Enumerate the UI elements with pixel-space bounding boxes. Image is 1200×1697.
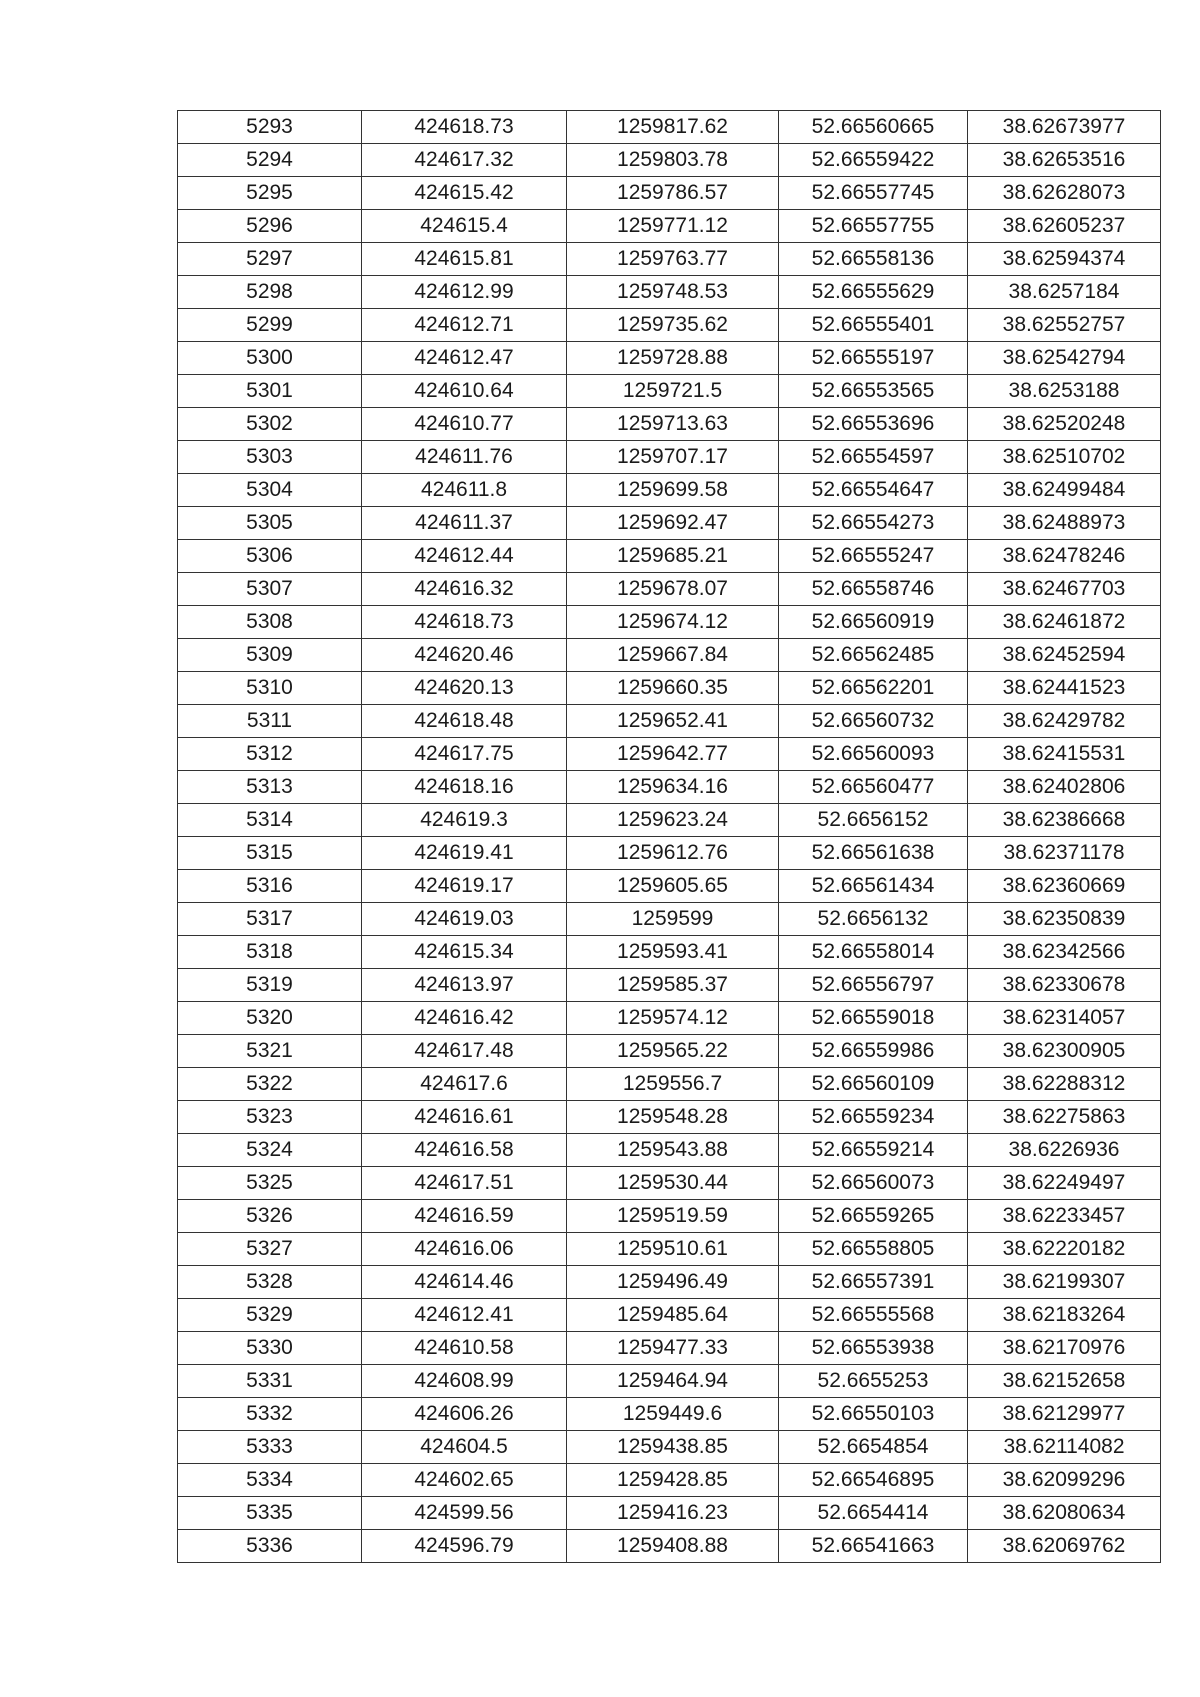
table-row	[178, 210, 1161, 243]
table-row	[178, 1167, 1161, 1200]
latitude-cell: 52.66555401	[779, 309, 968, 342]
point-number-cell: 5335	[178, 1497, 362, 1530]
latitude-cell: 52.6654414	[779, 1497, 968, 1530]
longitude-cell: 38.6257184	[968, 276, 1161, 309]
y-coordinate-cell: 1259623.24	[567, 804, 779, 837]
latitude-cell: 52.66561638	[779, 837, 968, 870]
x-coordinate-cell: 424615.42	[362, 177, 567, 210]
longitude-cell: 38.62478246	[968, 540, 1161, 573]
longitude-cell: 38.62628073	[968, 177, 1161, 210]
x-coordinate-cell: 424615.34	[362, 936, 567, 969]
longitude-cell: 38.62488973	[968, 507, 1161, 540]
x-coordinate-cell: 424619.03	[362, 903, 567, 936]
point-number-cell: 5312	[178, 738, 362, 771]
y-coordinate-cell: 1259685.21	[567, 540, 779, 573]
y-coordinate-cell: 1259519.59	[567, 1200, 779, 1233]
y-coordinate-cell: 1259713.63	[567, 408, 779, 441]
latitude-cell: 52.66554597	[779, 441, 968, 474]
latitude-cell: 52.66555629	[779, 276, 968, 309]
table-row	[178, 672, 1161, 705]
x-coordinate-cell: 424610.64	[362, 375, 567, 408]
longitude-cell: 38.62152658	[968, 1365, 1161, 1398]
x-coordinate-cell: 424618.48	[362, 705, 567, 738]
x-coordinate-cell: 424608.99	[362, 1365, 567, 1398]
point-number-cell: 5329	[178, 1299, 362, 1332]
point-number-cell: 5308	[178, 606, 362, 639]
point-number-cell: 5314	[178, 804, 362, 837]
y-coordinate-cell: 1259585.37	[567, 969, 779, 1002]
latitude-cell: 52.66557391	[779, 1266, 968, 1299]
point-number-cell: 5310	[178, 672, 362, 705]
point-number-cell: 5301	[178, 375, 362, 408]
y-coordinate-cell: 1259667.84	[567, 639, 779, 672]
longitude-cell: 38.62415531	[968, 738, 1161, 771]
point-number-cell: 5294	[178, 144, 362, 177]
point-number-cell: 5322	[178, 1068, 362, 1101]
table-row	[178, 1266, 1161, 1299]
longitude-cell: 38.62402806	[968, 771, 1161, 804]
table-row	[178, 441, 1161, 474]
y-coordinate-cell: 1259593.41	[567, 936, 779, 969]
y-coordinate-cell: 1259721.5	[567, 375, 779, 408]
latitude-cell: 52.66555568	[779, 1299, 968, 1332]
x-coordinate-cell: 424611.8	[362, 474, 567, 507]
point-number-cell: 5319	[178, 969, 362, 1002]
x-coordinate-cell: 424616.58	[362, 1134, 567, 1167]
latitude-cell: 52.6655253	[779, 1365, 968, 1398]
y-coordinate-cell: 1259574.12	[567, 1002, 779, 1035]
x-coordinate-cell: 424596.79	[362, 1530, 567, 1563]
longitude-cell: 38.62080634	[968, 1497, 1161, 1530]
x-coordinate-cell: 424612.71	[362, 309, 567, 342]
y-coordinate-cell: 1259803.78	[567, 144, 779, 177]
x-coordinate-cell: 424615.4	[362, 210, 567, 243]
longitude-cell: 38.62275863	[968, 1101, 1161, 1134]
y-coordinate-cell: 1259548.28	[567, 1101, 779, 1134]
y-coordinate-cell: 1259771.12	[567, 210, 779, 243]
table-row	[178, 1200, 1161, 1233]
point-number-cell: 5302	[178, 408, 362, 441]
table-row	[178, 1431, 1161, 1464]
x-coordinate-cell: 424610.77	[362, 408, 567, 441]
coordinates-table	[177, 110, 1161, 1563]
point-number-cell: 5296	[178, 210, 362, 243]
latitude-cell: 52.66555197	[779, 342, 968, 375]
y-coordinate-cell: 1259530.44	[567, 1167, 779, 1200]
latitude-cell: 52.66556797	[779, 969, 968, 1002]
x-coordinate-cell: 424616.61	[362, 1101, 567, 1134]
latitude-cell: 52.66559422	[779, 144, 968, 177]
longitude-cell: 38.62129977	[968, 1398, 1161, 1431]
longitude-cell: 38.62510702	[968, 441, 1161, 474]
y-coordinate-cell: 1259496.49	[567, 1266, 779, 1299]
x-coordinate-cell: 424617.51	[362, 1167, 567, 1200]
point-number-cell: 5293	[178, 111, 362, 144]
x-coordinate-cell: 424613.97	[362, 969, 567, 1002]
longitude-cell: 38.62386668	[968, 804, 1161, 837]
x-coordinate-cell: 424617.48	[362, 1035, 567, 1068]
point-number-cell: 5305	[178, 507, 362, 540]
longitude-cell: 38.62183264	[968, 1299, 1161, 1332]
longitude-cell: 38.62499484	[968, 474, 1161, 507]
point-number-cell: 5324	[178, 1134, 362, 1167]
latitude-cell: 52.66562485	[779, 639, 968, 672]
latitude-cell: 52.66555247	[779, 540, 968, 573]
y-coordinate-cell: 1259543.88	[567, 1134, 779, 1167]
longitude-cell: 38.62371178	[968, 837, 1161, 870]
latitude-cell: 52.66559234	[779, 1101, 968, 1134]
longitude-cell: 38.62467703	[968, 573, 1161, 606]
latitude-cell: 52.6656132	[779, 903, 968, 936]
y-coordinate-cell: 1259763.77	[567, 243, 779, 276]
table-row	[178, 738, 1161, 771]
x-coordinate-cell: 424620.46	[362, 639, 567, 672]
table-row	[178, 1068, 1161, 1101]
x-coordinate-cell: 424615.81	[362, 243, 567, 276]
point-number-cell: 5316	[178, 870, 362, 903]
longitude-cell: 38.62314057	[968, 1002, 1161, 1035]
table-row	[178, 1497, 1161, 1530]
y-coordinate-cell: 1259605.65	[567, 870, 779, 903]
longitude-cell: 38.62170976	[968, 1332, 1161, 1365]
x-coordinate-cell: 424614.46	[362, 1266, 567, 1299]
table-row	[178, 1233, 1161, 1266]
latitude-cell: 52.66557755	[779, 210, 968, 243]
point-number-cell: 5334	[178, 1464, 362, 1497]
y-coordinate-cell: 1259735.62	[567, 309, 779, 342]
longitude-cell: 38.62441523	[968, 672, 1161, 705]
y-coordinate-cell: 1259692.47	[567, 507, 779, 540]
point-number-cell: 5313	[178, 771, 362, 804]
table-row	[178, 804, 1161, 837]
latitude-cell: 52.6656152	[779, 804, 968, 837]
y-coordinate-cell: 1259510.61	[567, 1233, 779, 1266]
point-number-cell: 5307	[178, 573, 362, 606]
y-coordinate-cell: 1259449.6	[567, 1398, 779, 1431]
longitude-cell: 38.62429782	[968, 705, 1161, 738]
latitude-cell: 52.66559018	[779, 1002, 968, 1035]
y-coordinate-cell: 1259565.22	[567, 1035, 779, 1068]
latitude-cell: 52.66559986	[779, 1035, 968, 1068]
longitude-cell: 38.6226936	[968, 1134, 1161, 1167]
point-number-cell: 5299	[178, 309, 362, 342]
y-coordinate-cell: 1259464.94	[567, 1365, 779, 1398]
point-number-cell: 5327	[178, 1233, 362, 1266]
point-number-cell: 5325	[178, 1167, 362, 1200]
point-number-cell: 5295	[178, 177, 362, 210]
x-coordinate-cell: 424602.65	[362, 1464, 567, 1497]
longitude-cell: 38.62594374	[968, 243, 1161, 276]
x-coordinate-cell: 424612.99	[362, 276, 567, 309]
longitude-cell: 38.62199307	[968, 1266, 1161, 1299]
y-coordinate-cell: 1259674.12	[567, 606, 779, 639]
y-coordinate-cell: 1259477.33	[567, 1332, 779, 1365]
y-coordinate-cell: 1259612.76	[567, 837, 779, 870]
x-coordinate-cell: 424617.6	[362, 1068, 567, 1101]
latitude-cell: 52.66550103	[779, 1398, 968, 1431]
table-row	[178, 111, 1161, 144]
table-row	[178, 540, 1161, 573]
table-row	[178, 1365, 1161, 1398]
latitude-cell: 52.66560073	[779, 1167, 968, 1200]
longitude-cell: 38.62099296	[968, 1464, 1161, 1497]
latitude-cell: 52.66553696	[779, 408, 968, 441]
latitude-cell: 52.66560732	[779, 705, 968, 738]
x-coordinate-cell: 424618.73	[362, 111, 567, 144]
latitude-cell: 52.66558014	[779, 936, 968, 969]
table-row	[178, 705, 1161, 738]
longitude-cell: 38.62552757	[968, 309, 1161, 342]
y-coordinate-cell: 1259652.41	[567, 705, 779, 738]
table-row	[178, 276, 1161, 309]
latitude-cell: 52.6654854	[779, 1431, 968, 1464]
coordinates-table-body	[178, 111, 1161, 1563]
point-number-cell: 5323	[178, 1101, 362, 1134]
longitude-cell: 38.62350839	[968, 903, 1161, 936]
table-row	[178, 870, 1161, 903]
point-number-cell: 5306	[178, 540, 362, 573]
point-number-cell: 5315	[178, 837, 362, 870]
table-row	[178, 1101, 1161, 1134]
point-number-cell: 5300	[178, 342, 362, 375]
point-number-cell: 5331	[178, 1365, 362, 1398]
x-coordinate-cell: 424612.41	[362, 1299, 567, 1332]
x-coordinate-cell: 424617.75	[362, 738, 567, 771]
y-coordinate-cell: 1259707.17	[567, 441, 779, 474]
point-number-cell: 5321	[178, 1035, 362, 1068]
y-coordinate-cell: 1259416.23	[567, 1497, 779, 1530]
x-coordinate-cell: 424619.41	[362, 837, 567, 870]
y-coordinate-cell: 1259660.35	[567, 672, 779, 705]
latitude-cell: 52.66559214	[779, 1134, 968, 1167]
point-number-cell: 5320	[178, 1002, 362, 1035]
latitude-cell: 52.66560665	[779, 111, 968, 144]
longitude-cell: 38.62360669	[968, 870, 1161, 903]
y-coordinate-cell: 1259556.7	[567, 1068, 779, 1101]
x-coordinate-cell: 424619.17	[362, 870, 567, 903]
longitude-cell: 38.62069762	[968, 1530, 1161, 1563]
longitude-cell: 38.62653516	[968, 144, 1161, 177]
latitude-cell: 52.66541663	[779, 1530, 968, 1563]
table-row	[178, 573, 1161, 606]
x-coordinate-cell: 424617.32	[362, 144, 567, 177]
x-coordinate-cell: 424616.06	[362, 1233, 567, 1266]
point-number-cell: 5326	[178, 1200, 362, 1233]
table-row	[178, 969, 1161, 1002]
y-coordinate-cell: 1259408.88	[567, 1530, 779, 1563]
y-coordinate-cell: 1259485.64	[567, 1299, 779, 1332]
point-number-cell: 5330	[178, 1332, 362, 1365]
table-row	[178, 837, 1161, 870]
longitude-cell: 38.62330678	[968, 969, 1161, 1002]
table-row	[178, 606, 1161, 639]
x-coordinate-cell: 424616.59	[362, 1200, 567, 1233]
latitude-cell: 52.66562201	[779, 672, 968, 705]
longitude-cell: 38.62673977	[968, 111, 1161, 144]
y-coordinate-cell: 1259786.57	[567, 177, 779, 210]
table-row	[178, 771, 1161, 804]
longitude-cell: 38.6253188	[968, 375, 1161, 408]
y-coordinate-cell: 1259634.16	[567, 771, 779, 804]
y-coordinate-cell: 1259817.62	[567, 111, 779, 144]
x-coordinate-cell: 424612.47	[362, 342, 567, 375]
latitude-cell: 52.66560093	[779, 738, 968, 771]
x-coordinate-cell: 424611.76	[362, 441, 567, 474]
table-row	[178, 903, 1161, 936]
longitude-cell: 38.62461872	[968, 606, 1161, 639]
point-number-cell: 5303	[178, 441, 362, 474]
longitude-cell: 38.62220182	[968, 1233, 1161, 1266]
table-row	[178, 1002, 1161, 1035]
longitude-cell: 38.62288312	[968, 1068, 1161, 1101]
table-row	[178, 936, 1161, 969]
table-row	[178, 309, 1161, 342]
point-number-cell: 5317	[178, 903, 362, 936]
y-coordinate-cell: 1259438.85	[567, 1431, 779, 1464]
table-row	[178, 408, 1161, 441]
table-row	[178, 1134, 1161, 1167]
y-coordinate-cell: 1259428.85	[567, 1464, 779, 1497]
x-coordinate-cell: 424620.13	[362, 672, 567, 705]
point-number-cell: 5332	[178, 1398, 362, 1431]
point-number-cell: 5297	[178, 243, 362, 276]
point-number-cell: 5311	[178, 705, 362, 738]
point-number-cell: 5304	[178, 474, 362, 507]
y-coordinate-cell: 1259748.53	[567, 276, 779, 309]
longitude-cell: 38.62605237	[968, 210, 1161, 243]
latitude-cell: 52.66546895	[779, 1464, 968, 1497]
y-coordinate-cell: 1259642.77	[567, 738, 779, 771]
latitude-cell: 52.66560109	[779, 1068, 968, 1101]
x-coordinate-cell: 424618.73	[362, 606, 567, 639]
latitude-cell: 52.66557745	[779, 177, 968, 210]
table-row	[178, 144, 1161, 177]
latitude-cell: 52.66558136	[779, 243, 968, 276]
longitude-cell: 38.62452594	[968, 639, 1161, 672]
table-row	[178, 639, 1161, 672]
table-row	[178, 342, 1161, 375]
latitude-cell: 52.66560477	[779, 771, 968, 804]
table-row	[178, 1332, 1161, 1365]
x-coordinate-cell: 424612.44	[362, 540, 567, 573]
longitude-cell: 38.62342566	[968, 936, 1161, 969]
table-row	[178, 243, 1161, 276]
latitude-cell: 52.66560919	[779, 606, 968, 639]
point-number-cell: 5328	[178, 1266, 362, 1299]
latitude-cell: 52.66558746	[779, 573, 968, 606]
longitude-cell: 38.62300905	[968, 1035, 1161, 1068]
x-coordinate-cell: 424606.26	[362, 1398, 567, 1431]
y-coordinate-cell: 1259678.07	[567, 573, 779, 606]
latitude-cell: 52.66554273	[779, 507, 968, 540]
longitude-cell: 38.62249497	[968, 1167, 1161, 1200]
y-coordinate-cell: 1259599	[567, 903, 779, 936]
table-row	[178, 1530, 1161, 1563]
latitude-cell: 52.66553938	[779, 1332, 968, 1365]
x-coordinate-cell: 424616.32	[362, 573, 567, 606]
y-coordinate-cell: 1259728.88	[567, 342, 779, 375]
table-row	[178, 1299, 1161, 1332]
table-row	[178, 1398, 1161, 1431]
point-number-cell: 5333	[178, 1431, 362, 1464]
x-coordinate-cell: 424619.3	[362, 804, 567, 837]
table-row	[178, 375, 1161, 408]
x-coordinate-cell: 424604.5	[362, 1431, 567, 1464]
longitude-cell: 38.62114082	[968, 1431, 1161, 1464]
x-coordinate-cell: 424610.58	[362, 1332, 567, 1365]
longitude-cell: 38.62233457	[968, 1200, 1161, 1233]
latitude-cell: 52.66558805	[779, 1233, 968, 1266]
latitude-cell: 52.66561434	[779, 870, 968, 903]
table-row	[178, 177, 1161, 210]
table-row	[178, 1464, 1161, 1497]
latitude-cell: 52.66559265	[779, 1200, 968, 1233]
point-number-cell: 5309	[178, 639, 362, 672]
y-coordinate-cell: 1259699.58	[567, 474, 779, 507]
longitude-cell: 38.62542794	[968, 342, 1161, 375]
point-number-cell: 5336	[178, 1530, 362, 1563]
point-number-cell: 5298	[178, 276, 362, 309]
x-coordinate-cell: 424599.56	[362, 1497, 567, 1530]
table-row	[178, 1035, 1161, 1068]
x-coordinate-cell: 424616.42	[362, 1002, 567, 1035]
longitude-cell: 38.62520248	[968, 408, 1161, 441]
latitude-cell: 52.66553565	[779, 375, 968, 408]
x-coordinate-cell: 424618.16	[362, 771, 567, 804]
table-row	[178, 474, 1161, 507]
x-coordinate-cell: 424611.37	[362, 507, 567, 540]
latitude-cell: 52.66554647	[779, 474, 968, 507]
table-row	[178, 507, 1161, 540]
point-number-cell: 5318	[178, 936, 362, 969]
